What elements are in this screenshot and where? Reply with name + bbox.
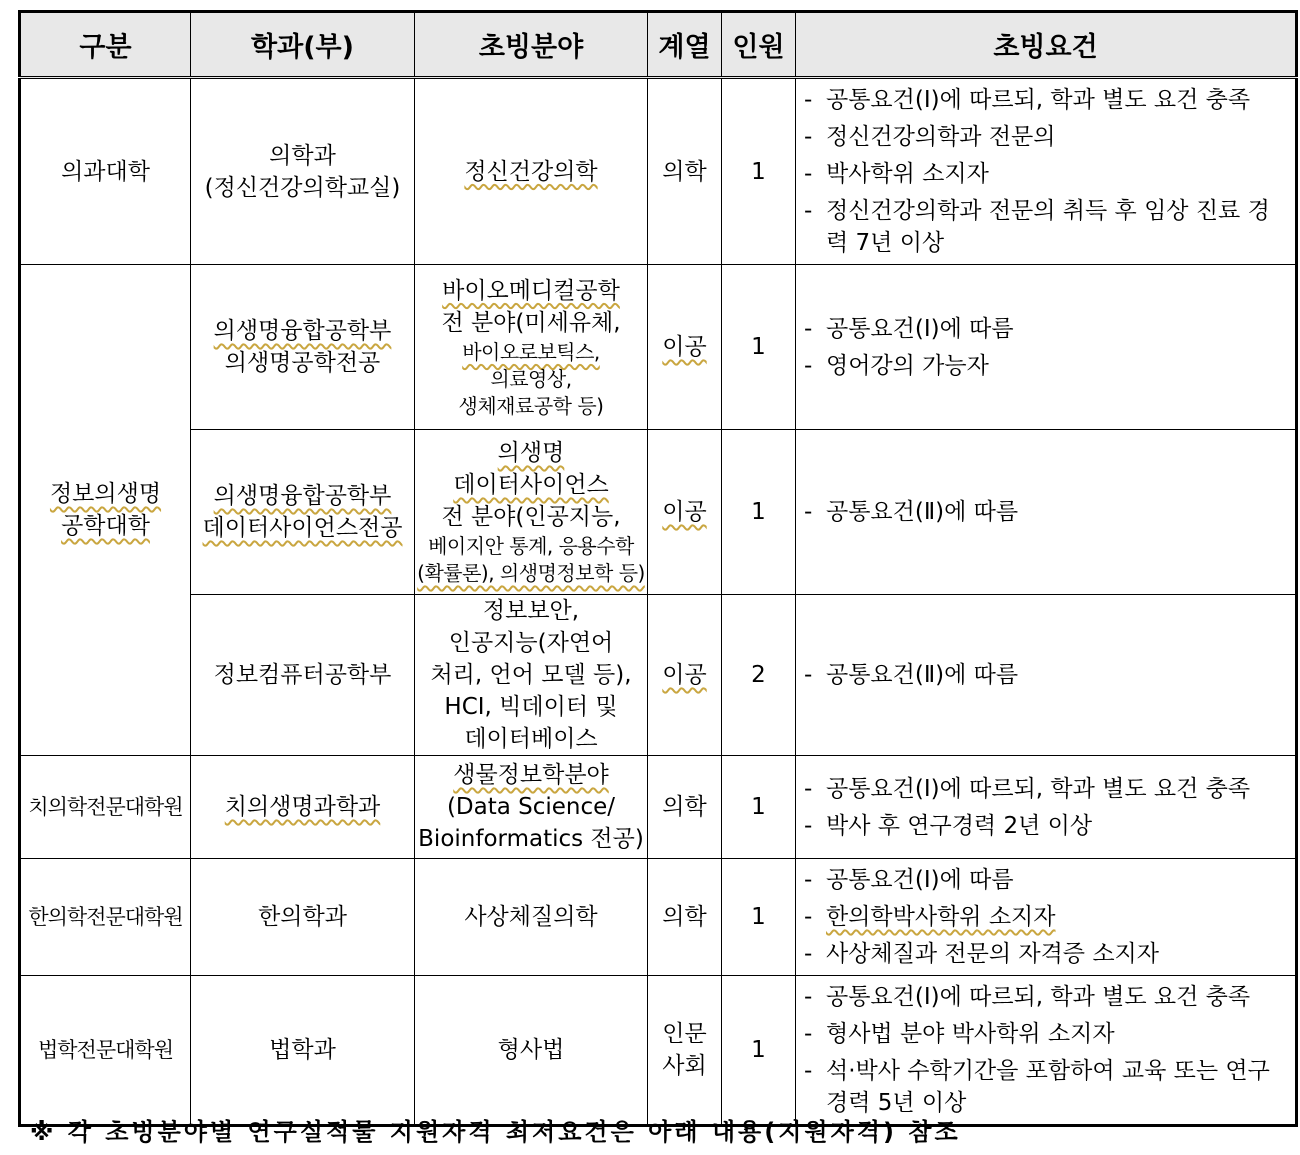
header-division: 구분 <box>20 12 191 78</box>
field-text: HCI, 빅데이터 및 <box>444 694 618 720</box>
division-text: 정보의생명 <box>49 481 162 507</box>
requirement-item: - 영어강의 가능자 <box>804 350 1287 382</box>
department-cell <box>191 265 415 430</box>
track-cell <box>648 595 722 756</box>
count-cell: 1 <box>722 756 796 859</box>
field-cell <box>415 430 648 595</box>
requirement-item: - 박사 후 연구경력 2년 이상 <box>804 810 1287 842</box>
field-text: 데이터베이스 <box>464 726 598 752</box>
track-text: 인문 <box>662 1021 707 1047</box>
requirement-item: - 공통요건(Ⅱ)에 따름 <box>804 496 1287 528</box>
count-cell: 1 <box>722 430 796 595</box>
division-cell <box>20 756 191 859</box>
division-text: 한의학전문대학원 <box>28 905 183 929</box>
field-text: 생체재료공학 등) <box>458 393 604 418</box>
field-text: 인공지능(자연어 <box>448 630 614 656</box>
count-cell: 1 <box>722 859 796 976</box>
count-cell: 1 <box>722 976 796 1126</box>
table-row <box>20 595 1297 756</box>
department-text: (정신건강의학교실) <box>204 174 401 201</box>
requirement-item: - 공통요건(Ⅰ)에 따름 <box>804 864 1287 896</box>
track-text: 이공 <box>662 499 707 525</box>
footnote: ※ 각 초빙분야별 연구실적물 지원자격 최저요건은 아래 내용(지원자격) 참조 <box>30 1118 961 1146</box>
requirement-item: - 박사학위 소지자 <box>804 158 1287 190</box>
track-cell <box>648 78 722 265</box>
requirement-item: - 형사법 분야 박사학위 소지자 <box>804 1018 1287 1050</box>
track-cell <box>648 756 722 859</box>
field-text: (확률론), 의생명정보학 등) <box>417 561 645 585</box>
field-cell <box>415 595 648 756</box>
track-cell <box>648 859 722 976</box>
table-row <box>20 976 1297 1126</box>
department-text: 치의생명과학과 <box>224 794 381 820</box>
department-cell <box>191 976 415 1126</box>
requirement-item: - 공통요건(Ⅰ)에 따르되, 학과 별도 요건 충족 <box>804 773 1287 805</box>
track-text: 사회 <box>662 1053 707 1079</box>
division-text: 법학전문대학원 <box>37 1038 173 1062</box>
field-cell <box>415 756 648 859</box>
recruitment-table <box>18 10 1298 1127</box>
requirement-item: - 사상체질과 전문의 자격증 소지자 <box>804 938 1287 970</box>
field-text: 전 분야(인공지능, <box>441 504 621 530</box>
requirements-cell <box>796 859 1297 976</box>
field-text: 의생명 <box>497 440 565 466</box>
requirement-item: - 공통요건(Ⅱ)에 따름 <box>804 659 1287 691</box>
field-text: (Data Science/ <box>446 794 616 820</box>
requirement-item: - 공통요건(Ⅰ)에 따르되, 학과 별도 요건 충족 <box>804 84 1287 116</box>
field-text: 정보보안, <box>482 598 580 624</box>
department-text: 한의학과 <box>258 904 347 930</box>
department-cell <box>191 595 415 756</box>
field-cell <box>415 265 648 430</box>
field-cell <box>415 78 648 265</box>
field-text: 전 분야(미세유체, <box>441 309 621 336</box>
table-row <box>20 756 1297 859</box>
department-text: 의생명융합공학부 <box>213 483 392 509</box>
track-text: 이공 <box>662 334 707 360</box>
department-cell <box>191 859 415 976</box>
table-row <box>20 265 1297 430</box>
header-count: 인원 <box>722 12 796 78</box>
count-cell: 2 <box>722 595 796 756</box>
requirement-item: - 정신건강의학과 전문의 취득 후 임상 진료 경력 7년 이상 <box>804 195 1287 259</box>
department-text: 의생명융합공학부 <box>213 318 392 344</box>
table-row <box>20 430 1297 595</box>
department-text: 의학과 <box>269 142 336 169</box>
division-text: 공학대학 <box>61 513 150 539</box>
department-cell <box>191 430 415 595</box>
requirement-item: - 공통요건(Ⅰ)에 따르되, 학과 별도 요건 충족 <box>804 981 1287 1013</box>
track-text: 의학 <box>662 158 707 185</box>
department-cell <box>191 756 415 859</box>
field-text: 정신건강의학 <box>464 158 598 185</box>
field-text: 형사법 <box>497 1037 565 1063</box>
department-text: 데이터사이언스전공 <box>202 515 403 541</box>
track-cell <box>648 430 722 595</box>
count-cell: 1 <box>722 265 796 430</box>
field-text: 바이오로보틱스, <box>462 339 600 364</box>
requirements-cell <box>796 78 1297 265</box>
department-text: 법학과 <box>269 1037 336 1063</box>
requirements-cell <box>796 756 1297 859</box>
table-row <box>20 78 1297 265</box>
header-field: 초빙분야 <box>415 12 648 78</box>
field-cell <box>415 859 648 976</box>
track-text: 이공 <box>662 662 707 688</box>
field-cell <box>415 976 648 1126</box>
division-cell <box>20 265 191 756</box>
requirements-cell <box>796 976 1297 1126</box>
field-text: Bioinformatics 전공) <box>418 826 644 852</box>
division-text: 의과대학 <box>61 158 150 185</box>
division-cell <box>20 78 191 265</box>
department-cell <box>191 78 415 265</box>
requirements-cell <box>796 265 1297 430</box>
requirements-cell <box>796 430 1297 595</box>
header-department: 학과(부) <box>191 12 415 78</box>
field-text: 사상체질의학 <box>464 904 598 930</box>
field-text: 의료영상, <box>490 366 572 391</box>
field-text: 베이지안 통계, 응용수학 <box>428 534 634 558</box>
field-text: 데이터사이언스 <box>453 472 609 498</box>
requirement-item: - 한의학박사학위 소지자 <box>804 901 1287 933</box>
track-text: 의학 <box>662 904 707 930</box>
track-cell <box>648 265 722 430</box>
table-header-row <box>20 12 1297 78</box>
header-requirements: 초빙요건 <box>796 12 1297 78</box>
track-cell <box>648 976 722 1126</box>
division-cell <box>20 976 191 1126</box>
requirement-item: - 공통요건(Ⅰ)에 따름 <box>804 313 1287 345</box>
count-cell: 1 <box>722 78 796 265</box>
requirement-item: - 정신건강의학과 전문의 <box>804 121 1287 153</box>
field-text: 생물정보학분야 <box>453 762 609 788</box>
table-row <box>20 859 1297 976</box>
department-text: 의생명공학전공 <box>224 350 381 376</box>
requirements-cell <box>796 595 1297 756</box>
department-text: 정보컴퓨터공학부 <box>213 662 392 688</box>
division-cell <box>20 859 191 976</box>
field-text: 처리, 언어 모델 등), <box>430 662 632 688</box>
division-text: 치의학전문대학원 <box>28 795 183 819</box>
track-text: 의학 <box>662 794 707 820</box>
header-track: 계열 <box>648 12 722 78</box>
field-text: 바이오메디컬공학 <box>442 277 620 304</box>
requirement-item: - 석·박사 수학기간을 포함하여 교육 또는 연구경력 5년 이상 <box>804 1055 1287 1119</box>
